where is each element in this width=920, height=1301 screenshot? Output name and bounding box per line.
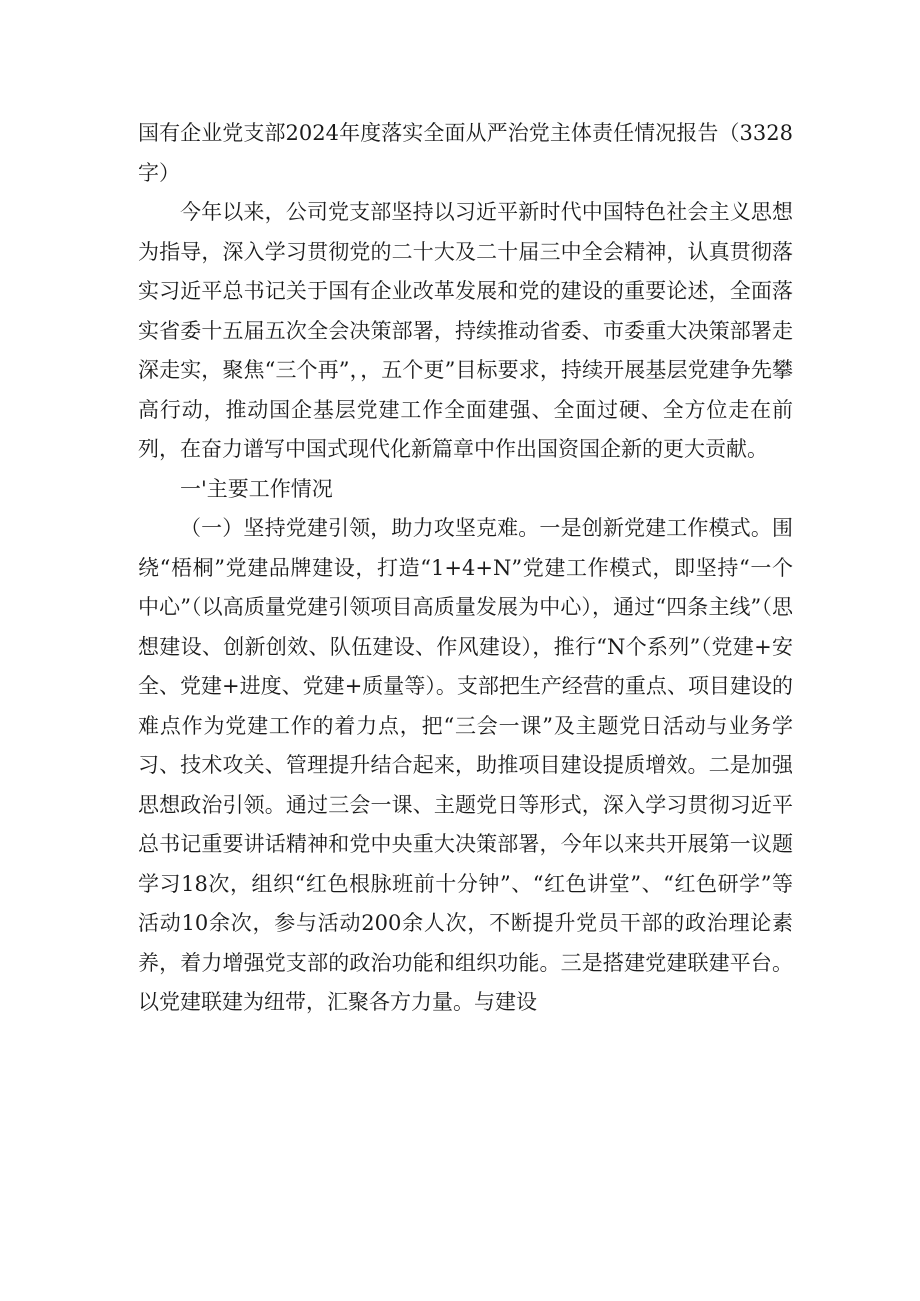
section-heading: 一'主要工作情况: [180, 476, 333, 501]
intro-paragraph: 今年以来，公司党支部坚持以习近平新时代中国特色社会主义思想为指导，深入学习贯彻党的二十大及二十届三中全会精神，认真贯彻落实习近平总书记关于国有企业改革发展和党的建设的重要论述，全面落实省委十五届五次全会决策部署，持续推动省委、市委重大决策部署走深走实，聚焦“三个再”，，五个更”目标要求，持续开展基层党建争先攀高行动，推动国企基层党建工作全面建强、全面过硬、全方位走在前列，在奋力谱写中国式现代化新篇章中作出国资国企新的更大贡献。: [138, 200, 793, 461]
document-title: 国有企业党支部2024年度落实全面从严治党主体责任情况报告（3328字）: [138, 121, 793, 185]
section-paragraph: （一）坚持党建引领，助力攻坚克难。一是创新党建工作模式。围绕“梧桐”党建品牌建设，打造“1+4+N”党建工作模式，即坚持“一个中心”（以高质量党建引领项目高质量发展为中心），通过“四条主线”（思想建设、创新创效、队伍建设、作风建设），推行“N个系列”（党建+安全、党建+进度、党建+质量等）。支部把生产经营的重点、项目建设的难点作为党建工作的着力点，把“三会一课”及主题党日活动与业务学习、技术攻关、管理提升结合起来，助推项目建设提质增效。二是加强思想政治引领。通过三会一课、主题党日等形式，深入学习贯彻习近平总书记重要讲话精神和党中央重大决策部署，今年以来共开展第一议题学习18次，组织“红色根脉班前十分钟”、“红色讲堂”、“红色研学”等活动10余次，参与活动200余人次，不断提升党员干部的政治理论素养，着力增强党支部的政治功能和组织功能。三是搭建党建联建平台。以党建联建为纽带，汇聚各方力量。与建设: [138, 516, 793, 1014]
document-body: [138, 114, 793, 1023]
